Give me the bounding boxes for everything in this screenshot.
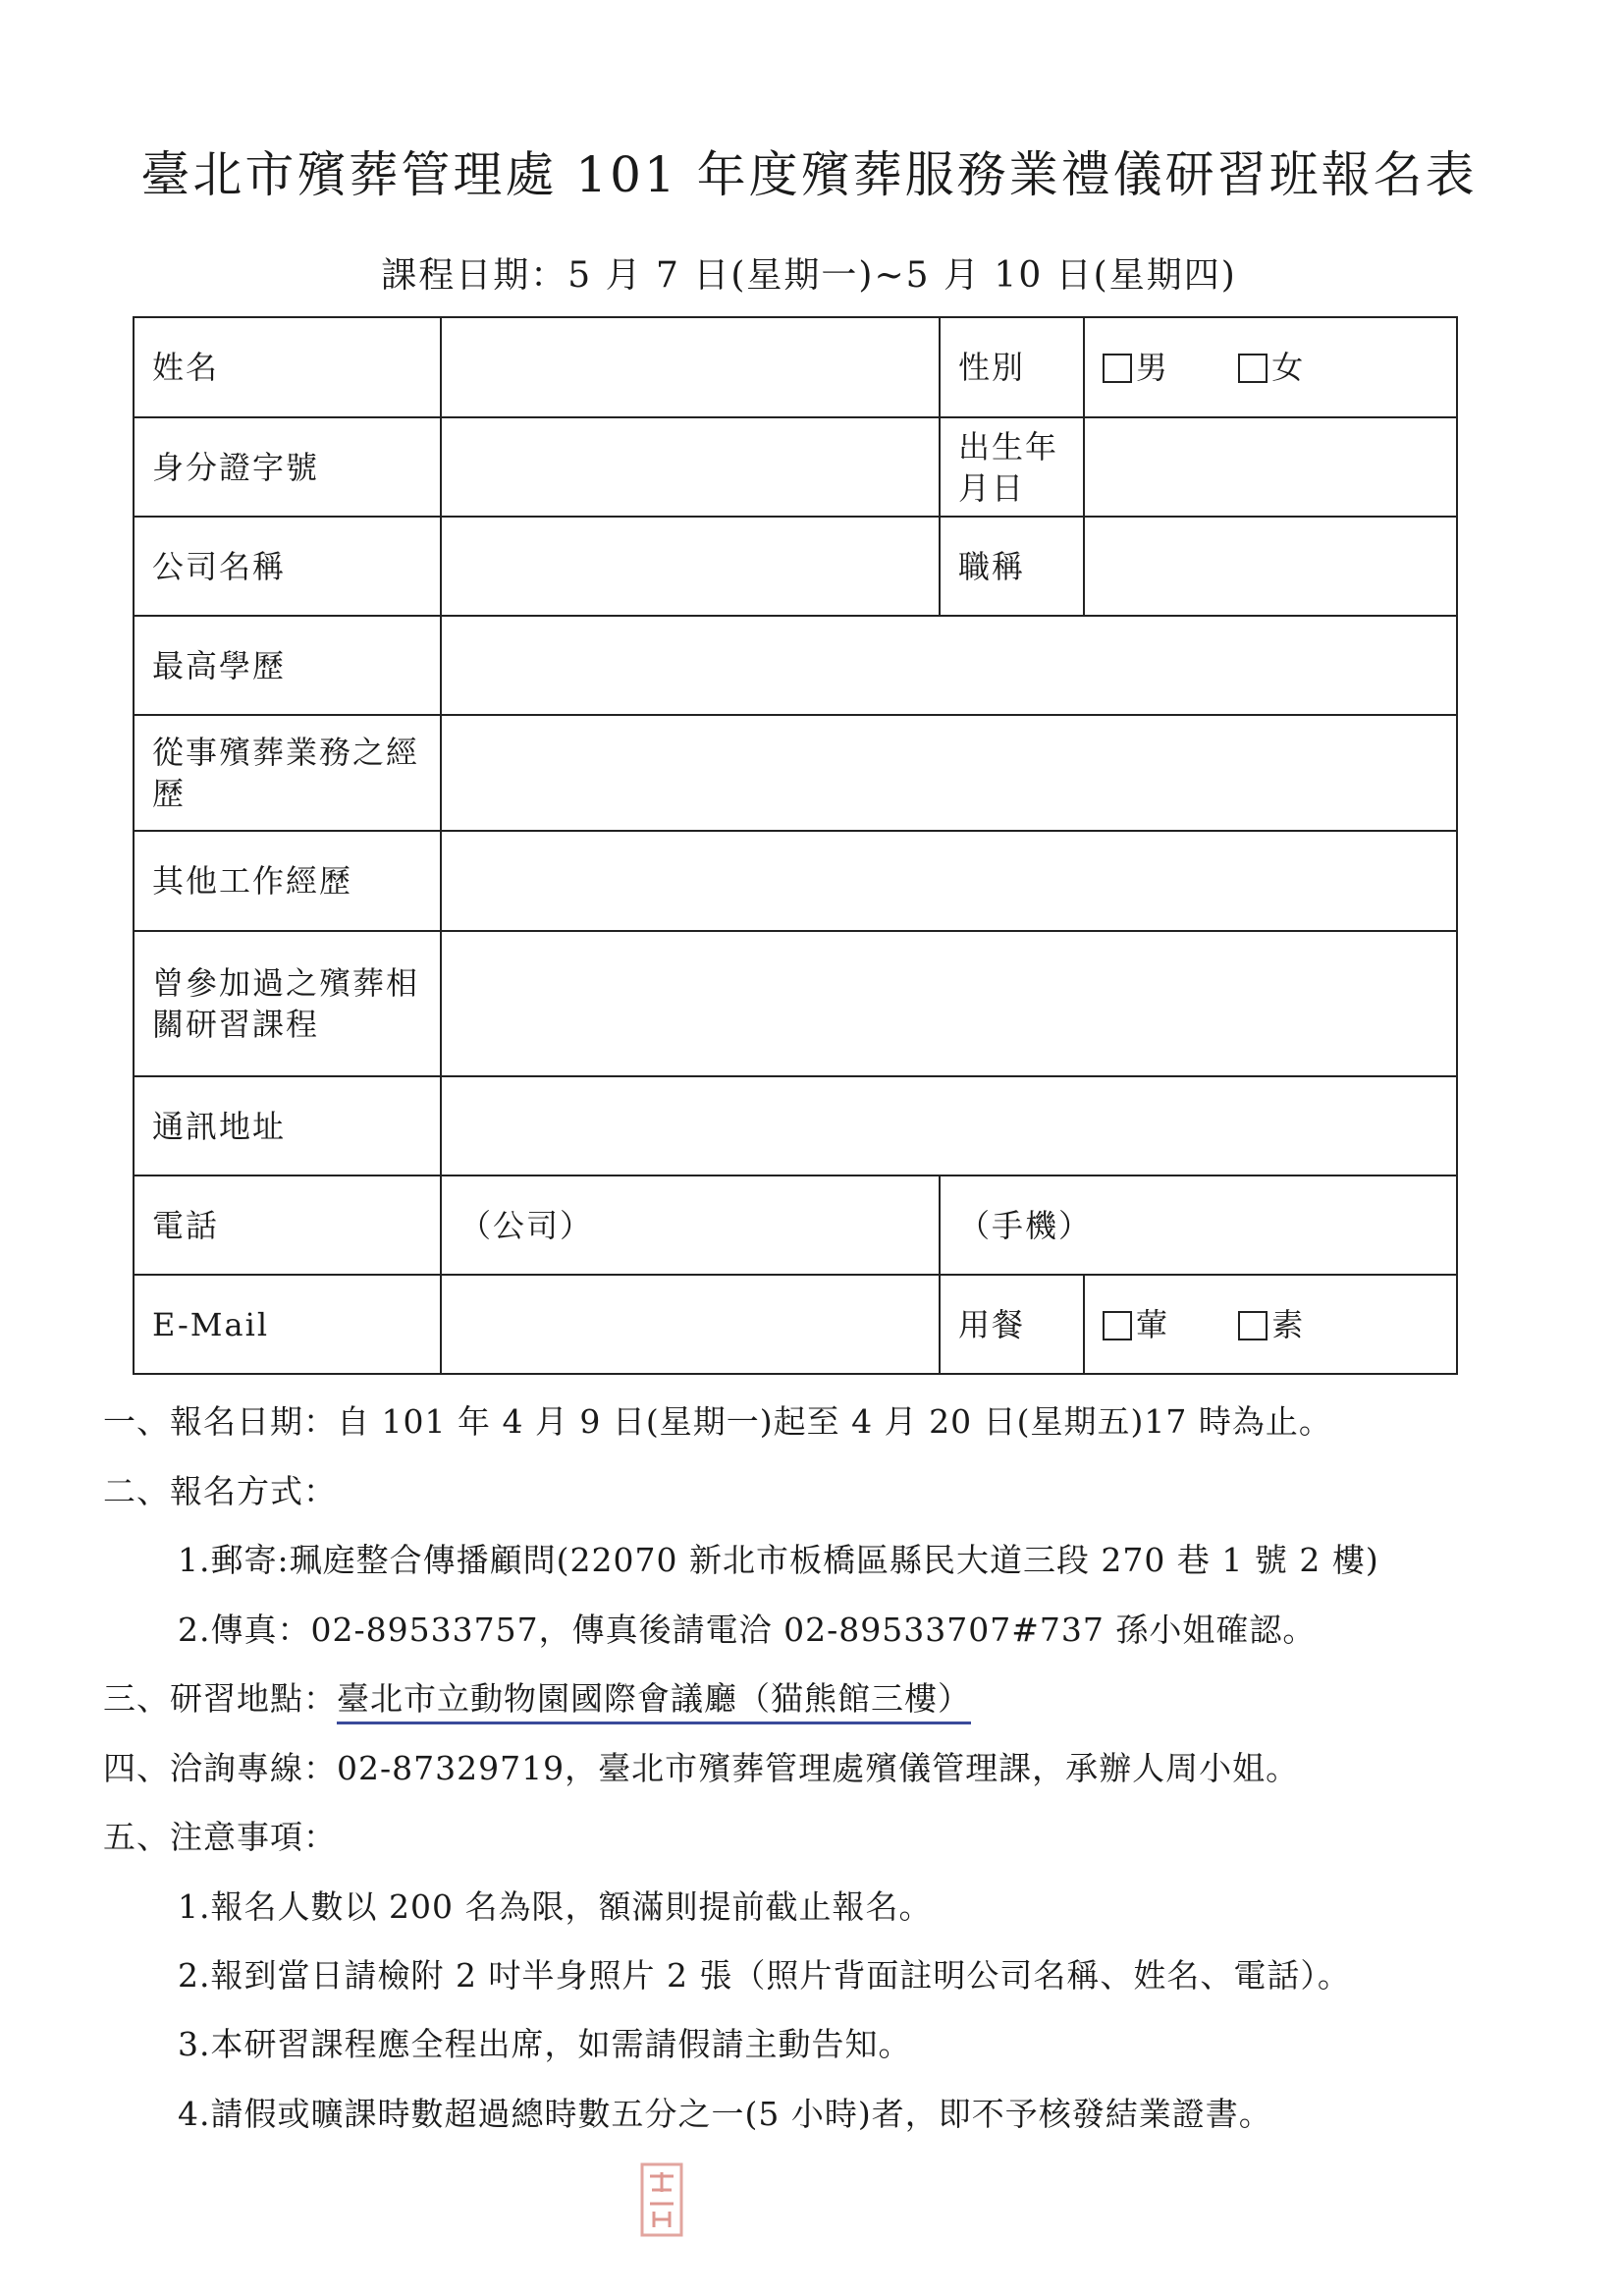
row-company [134,517,1457,616]
name-field[interactable] [441,317,940,417]
row-funeral-experience [134,715,1457,831]
seal-stamp [638,2160,685,2239]
registration-form [133,316,1458,1375]
female-checkbox[interactable] [1238,354,1267,383]
row-courses [134,931,1457,1076]
row-id [134,417,1457,517]
female-label: 女 [1271,349,1306,386]
email-label: E-Mail [134,1275,441,1374]
note-method-fax: 2.傳真：02-89533757，傳真後請電洽 02-89533707#737 孫小姐確認。 [178,1611,1317,1649]
birth-field[interactable] [1084,417,1457,517]
meat-label: 葷 [1136,1305,1170,1343]
row-email [134,1275,1457,1374]
form-title: 臺北市殯葬管理處 101 年度殯葬服務業禮儀研習班報名表 [140,146,1478,203]
company-label: 公司名稱 [134,517,441,616]
phone-mobile-field[interactable]: （手機） [940,1175,1457,1275]
education-field[interactable] [441,616,1457,715]
education-label: 最高學歷 [134,616,441,715]
note-remarks-heading: 五、注意事項： [103,1818,337,1856]
row-phone [134,1175,1457,1275]
phone-company-field[interactable]: （公司） [441,1175,940,1275]
phone-label: 電話 [134,1175,441,1275]
meal-options [1084,1275,1457,1374]
row-name [134,317,1457,417]
venue-label: 三、研習地點： [103,1679,337,1718]
course-dates: 課程日期：5 月 7 日(星期一)~5 月 10 日(星期四) [381,255,1237,296]
row-other-experience [134,831,1457,931]
venue-name: 臺北市立動物園國際會議廳（猫熊館三樓） [337,1679,971,1724]
job-title-field[interactable] [1084,517,1457,616]
gender-options [1084,317,1457,417]
other-experience-field[interactable] [441,831,1457,931]
note-registration-method: 二、報名方式： [103,1472,337,1510]
vegetarian-checkbox[interactable] [1238,1311,1267,1340]
note-registration-date: 一、報名日期：自 101 年 4 月 9 日(星期一)起至 4 月 20 日(星期五)17 時為止。 [103,1402,1332,1441]
other-experience-label: 其他工作經歷 [134,831,441,931]
vegetarian-label: 素 [1271,1305,1306,1343]
courses-field[interactable] [441,931,1457,1076]
note-remark-2: 2.報到當日請檢附 2 吋半身照片 2 張（照片背面註明公司名稱、姓名、電話）。 [178,1956,1351,1995]
email-field[interactable] [441,1275,940,1374]
funeral-experience-field[interactable] [441,715,1457,831]
courses-label: 曾參加過之殯葬相關研習課程 [134,931,441,1076]
row-education [134,616,1457,715]
job-title-label: 職稱 [940,517,1084,616]
note-venue [103,1673,971,1720]
note-contact: 四、洽詢專線：02-87329719，臺北市殯葬管理處殯儀管理課，承辦人周小姐。 [103,1749,1300,1787]
note-remark-4: 4.請假或曠課時數超過總時數五分之一(5 小時)者，即不予核發結業證書。 [178,2095,1272,2133]
note-method-mail: 1.郵寄:珮庭整合傳播顧問(22070 新北市板橋區縣民大道三段 270 巷 1 號 2 樓) [178,1541,1379,1579]
address-field[interactable] [441,1076,1457,1175]
address-label: 通訊地址 [134,1076,441,1175]
company-field[interactable] [441,517,940,616]
funeral-experience-label: 從事殯葬業務之經歷 [134,715,441,831]
note-remark-3: 3.本研習課程應全程出席，如需請假請主動告知。 [178,2025,912,2063]
meat-checkbox[interactable] [1103,1311,1132,1340]
id-field[interactable] [441,417,940,517]
male-checkbox[interactable] [1103,354,1132,383]
row-address [134,1076,1457,1175]
male-label: 男 [1136,349,1170,386]
birth-label: 出生年月日 [940,417,1084,517]
id-label: 身分證字號 [134,417,441,517]
name-label: 姓名 [134,317,441,417]
meal-label: 用餐 [940,1275,1084,1374]
note-remark-1: 1.報名人數以 200 名為限，額滿則提前截止報名。 [178,1887,933,1926]
gender-label: 性別 [940,317,1084,417]
